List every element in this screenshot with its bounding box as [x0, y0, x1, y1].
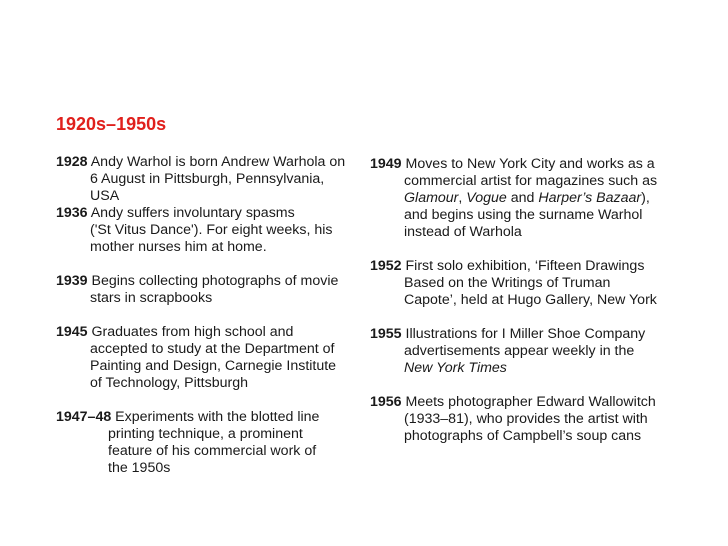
entry-text: of Technology, Pittsburgh	[90, 375, 248, 391]
timeline-entry-1936	[56, 205, 356, 256]
entry-text: photographs of Campbell’s soup cans	[404, 428, 642, 444]
entry-text: First solo exhibition, ‘Fifteen Drawings	[401, 258, 645, 274]
entry-text: instead of Warhola	[404, 224, 522, 240]
entry-text: the 1950s	[108, 460, 171, 476]
entry-text: Andy Warhol is born Andrew Warhola on	[87, 154, 346, 170]
timeline-entry-1956	[370, 394, 670, 445]
entry-text: ('St Vitus Dance'). For eight weeks, his	[90, 222, 333, 238]
timeline-entry-1947-48	[56, 409, 356, 477]
timeline-entry-1955	[370, 326, 670, 377]
entry-text: printing technique, a prominent	[108, 426, 303, 442]
entry-text: Capote’, held at Hugo Gallery, New York	[404, 292, 657, 308]
timeline-entry-1939	[56, 273, 356, 307]
entry-text: (1933–81), who provides the artist with	[404, 411, 648, 427]
entry-text: USA	[90, 188, 120, 204]
entry-year: 1949	[370, 156, 402, 172]
entry-text: accepted to study at the Department of	[90, 341, 335, 357]
entry-text: Meets photographer Edward Wallowitch	[401, 394, 656, 410]
entry-year: 1956	[370, 394, 402, 410]
entry-text: 6 August in Pittsburgh, Pennsylvania,	[90, 171, 325, 187]
entry-year: 1947–48	[56, 409, 112, 425]
entry-text: Moves to New York City and works as a	[401, 156, 655, 172]
entry-text: mother nurses him at home.	[90, 239, 267, 255]
entry-text: Begins collecting photographs of movie	[87, 273, 339, 289]
timeline-entry-1952	[370, 258, 670, 309]
entry-year: 1928	[56, 154, 88, 170]
entry-text: Graduates from high school and	[87, 324, 294, 340]
entry-text: feature of his commercial work of	[108, 443, 317, 459]
entry-text: Experiments with the blotted line	[111, 409, 320, 425]
entry-year: 1945	[56, 324, 88, 340]
entry-text: stars in scrapbooks	[90, 290, 213, 306]
entry-year: 1939	[56, 273, 88, 289]
timeline-entry-1928	[56, 154, 356, 205]
timeline-left-column	[56, 154, 356, 477]
entry-text: advertisements appear weekly in the	[404, 343, 635, 359]
timeline-right-column	[370, 156, 670, 445]
timeline-entry-1945	[56, 324, 356, 392]
entry-year: 1952	[370, 258, 402, 274]
entry-text: Andy suffers involuntary spasms	[87, 205, 295, 221]
entry-text-magazines: Glamour, Vogue and Harper’s Bazaar),	[404, 190, 650, 206]
entry-text: commercial artist for magazines such as	[404, 173, 658, 189]
section-heading: 1920s–1950s	[56, 114, 167, 134]
entry-text-publication: New York Times	[404, 360, 507, 376]
entry-text: Based on the Writings of Truman	[404, 275, 611, 291]
entry-year: 1936	[56, 205, 88, 221]
entry-text: Illustrations for I Miller Shoe Company	[401, 326, 646, 342]
timeline-entry-1949	[370, 156, 670, 241]
entry-text: and begins using the surname Warhol	[404, 207, 643, 223]
entry-year: 1955	[370, 326, 402, 342]
entry-text: Painting and Design, Carnegie Institute	[90, 358, 337, 374]
